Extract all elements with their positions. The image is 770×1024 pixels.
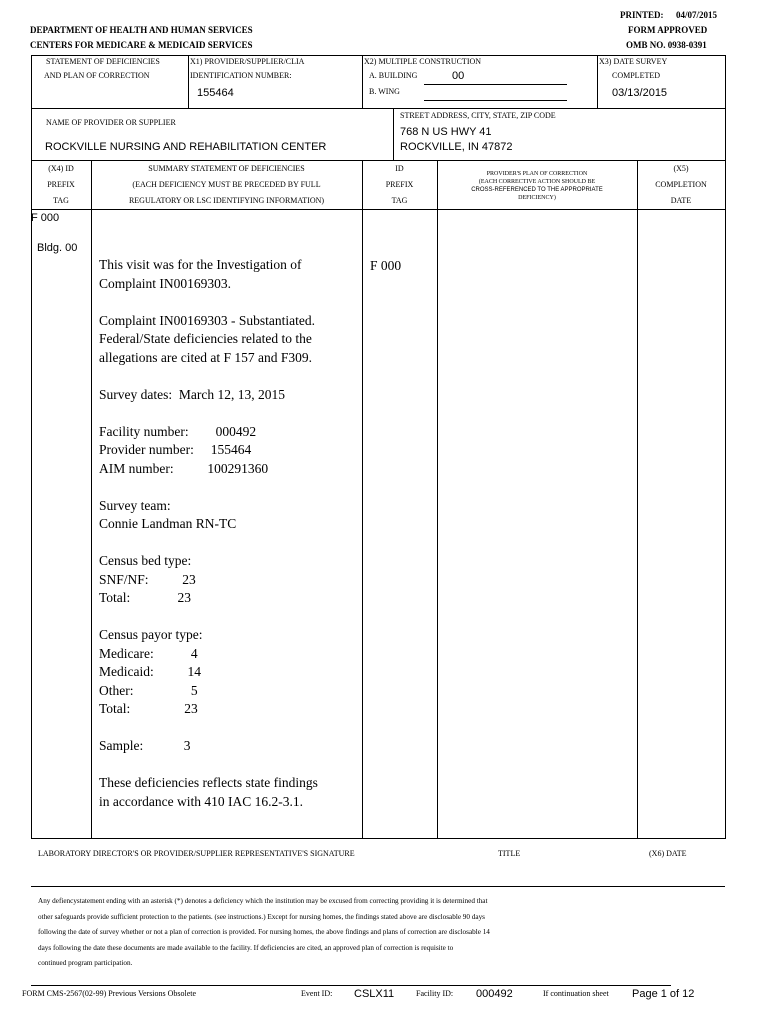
disclaimer-line: days following the date these documents are made available to the facility. If deficiencies are cited, an approved plan of correction is requisite to xyxy=(38,943,454,952)
summary-line xyxy=(99,534,318,553)
summary-line xyxy=(99,367,318,386)
address-label: STREET ADDRESS, CITY, STATE, ZIP CODE xyxy=(400,111,556,120)
date-header: DATE xyxy=(670,196,692,205)
summary-line: AIM number: 100291360 xyxy=(99,460,269,476)
summary-line: Total: 23 xyxy=(99,590,192,605)
statement-label: STATEMENT OF DEFICIENCIES xyxy=(46,57,160,66)
form-number: FORM CMS-2567(02-99) Previous Versions Obsolete xyxy=(22,989,197,998)
summary-line: Survey dates: March 12, 13, 2015 xyxy=(99,386,285,402)
printed-date: 04/07/2015 xyxy=(676,10,718,20)
plan-header-4: DEFICIENCY) xyxy=(518,195,556,201)
event-id-value: CSLX11 xyxy=(354,988,395,1000)
provider-id: 155464 xyxy=(197,87,234,99)
provider-name-label: NAME OF PROVIDER OR SUPPLIER xyxy=(46,118,176,127)
id-header: ID xyxy=(395,164,404,173)
building-label: A. BUILDING xyxy=(369,71,418,80)
summary-line: Facility number: 000492 xyxy=(99,423,257,439)
summary-line xyxy=(99,478,318,497)
disclaimer-line: Any defiencystatement ending with an asterisk (*) denotes a deficiency which the institution may be excused from correcting providing it is determined that xyxy=(38,897,488,905)
omb-number: OMB NO. 0938-0391 xyxy=(626,40,707,50)
summary-line xyxy=(99,404,318,423)
disclaimer-line: other safeguards provide sufficient protection to the patients. (see instructions.) Except for nursing homes, the findings stated above are disclosable 90 days xyxy=(38,912,485,921)
department-title: DEPARTMENT OF HEALTH AND HUMAN SERVICES xyxy=(30,25,253,35)
summary-line: Complaint IN00169303 - Substantiated. xyxy=(99,312,315,328)
summary-line: Census payor type: xyxy=(99,627,203,642)
summary-header-1: SUMMARY STATEMENT OF DEFICIENCIES xyxy=(148,164,305,173)
id-tag-header: TAG xyxy=(391,196,408,205)
x5-header: (X5) xyxy=(673,164,689,173)
x3-label: X3) DATE SURVEY xyxy=(599,57,668,66)
summary-line: allegations are cited at F 157 and F309. xyxy=(99,349,312,365)
plan-of-correction-label: AND PLAN OF CORRECTION xyxy=(44,71,150,80)
summary-line: Provider number: 155464 xyxy=(99,442,252,457)
summary-header-3: REGULATORY OR LSC IDENTIFYING INFORMATION) xyxy=(128,196,325,205)
continuation-label: If continuation sheet xyxy=(543,989,609,998)
x4-header-tag: TAG xyxy=(53,196,69,205)
title-label: TITLE xyxy=(498,849,521,858)
plan-header-3: CROSS-REFERENCED TO THE APPROPRIATE xyxy=(471,187,603,193)
event-id-label: Event ID: xyxy=(301,989,333,998)
centers-title: CENTERS FOR MEDICARE & MEDICAID SERVICES xyxy=(30,40,253,50)
summary-line: This visit was for the Investigation of xyxy=(99,257,302,272)
disclaimer-line: continued program participation. xyxy=(38,959,133,967)
printed-label: PRINTED: xyxy=(620,10,664,20)
summary-line: Other: 5 xyxy=(99,682,198,698)
summary-line xyxy=(99,608,318,627)
x4-header-id: (X4) ID xyxy=(48,164,74,173)
x4-header-prefix: PREFIX xyxy=(47,180,75,189)
x3-completed-label: COMPLETED xyxy=(612,71,660,80)
summary-line: Census bed type: xyxy=(99,553,192,568)
summary-statement xyxy=(99,256,318,811)
summary-line: in accordance with 410 IAC 16.2-3.1. xyxy=(99,793,303,809)
survey-date: 03/13/2015 xyxy=(612,87,668,99)
summary-line: Total: 23 xyxy=(99,701,198,716)
wing-label: B. WING xyxy=(369,87,400,96)
id-prefix-header: PREFIX xyxy=(385,180,414,189)
plan-header-1: PROVIDER'S PLAN OF CORRECTION xyxy=(486,171,588,177)
building-value: 00 xyxy=(452,70,465,82)
x1-identification-label: IDENTIFICATION NUMBER: xyxy=(190,71,292,80)
summary-line: SNF/NF: 23 xyxy=(99,571,196,587)
signature-label: LABORATORY DIRECTOR'S OR PROVIDER/SUPPLIER REPRESENTATIVE'S SIGNATURE xyxy=(38,849,355,858)
disclaimer-line: following the date of survey whether or not a plan of correction is provided. For nursing homes, the above findings and plans of correction are disclosable 14 xyxy=(38,928,490,936)
summary-line: Survey team: xyxy=(99,497,171,513)
address-line1: 768 N US HWY 41 xyxy=(400,126,492,138)
building-tag: Bldg. 00 xyxy=(37,242,78,254)
summary-line: Medicare: 4 xyxy=(99,645,198,661)
disclaimer-text xyxy=(38,894,490,972)
provider-name: ROCKVILLE NURSING AND REHABILITATION CENTER xyxy=(45,141,327,153)
summary-line xyxy=(99,756,318,775)
summary-line: Sample: 3 xyxy=(99,738,191,753)
deficiency-tag: F 000 xyxy=(31,212,60,224)
plan-header-2: (EACH CORRECTIVE ACTION SHOULD BE xyxy=(478,179,596,185)
page-number: Page 1 of 12 xyxy=(632,988,695,1000)
summary-line xyxy=(99,293,318,312)
date-label: (X6) DATE xyxy=(649,849,687,858)
completion-header: COMPLETION xyxy=(655,180,707,189)
facility-id-value: 000492 xyxy=(476,988,513,1000)
form-approved: FORM APPROVED xyxy=(628,25,708,35)
summary-line xyxy=(99,719,318,738)
summary-line: Medicaid: 14 xyxy=(99,664,201,679)
summary-line: Connie Landman RN-TC xyxy=(99,516,237,531)
x2-label: X2) MULTIPLE CONSTRUCTION xyxy=(364,57,482,66)
summary-line: Complaint IN00169303. xyxy=(99,275,231,291)
x1-label: X1) PROVIDER/SUPPLIER/CLIA xyxy=(190,57,305,66)
summary-header-2: (EACH DEFICIENCY MUST BE PRECEDED BY FULL xyxy=(132,180,321,189)
summary-line: These deficiencies reflects state findings xyxy=(99,775,318,790)
summary-line: Federal/State deficiencies related to the xyxy=(99,331,312,346)
address-line2: ROCKVILLE, IN 47872 xyxy=(400,141,513,153)
plan-tag: F 000 xyxy=(370,258,402,273)
facility-id-label: Facility ID: xyxy=(416,989,454,998)
